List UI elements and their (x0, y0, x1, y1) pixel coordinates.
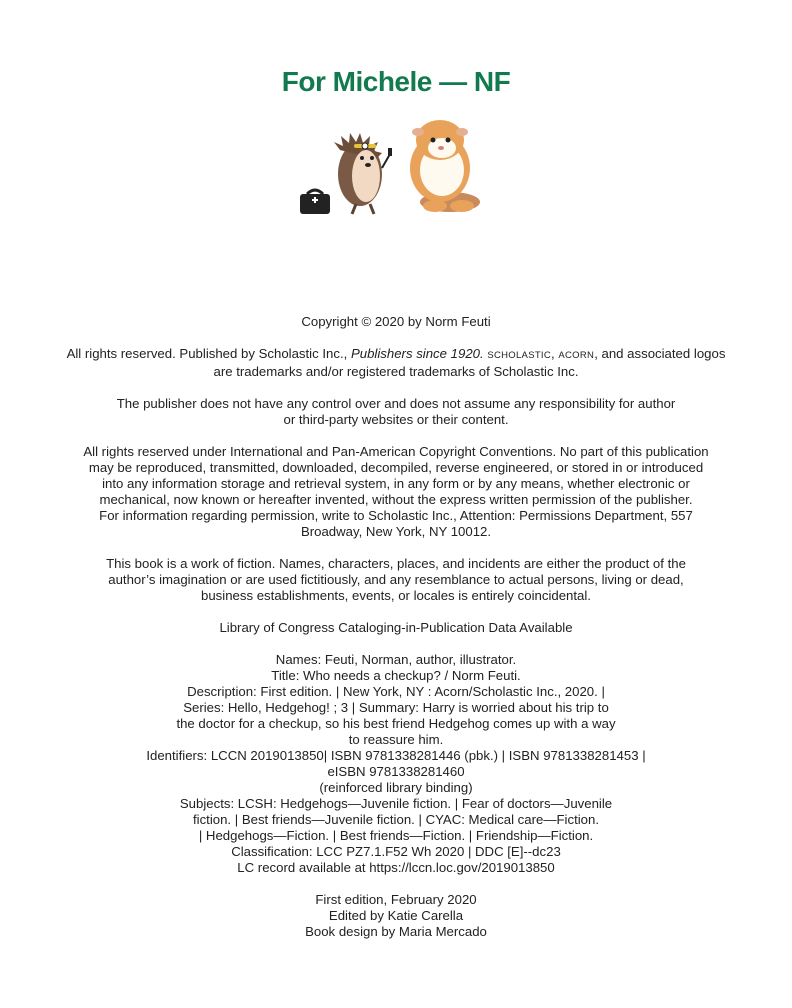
rights-statement: All rights reserved. Published by Scholastic Inc., Publishers since 1920. SCHOLASTIC, ACORN, and associated logos are trademarks and/or registered trademarks of Scholastic Inc. (66, 346, 726, 379)
credits: First edition, February 2020 Edited by Katie Carella Book design by Maria Mercado (305, 892, 487, 939)
hedgehog-character (334, 133, 392, 214)
fiction-notice: This book is a work of fiction. Names, characters, places, and incidents are either the product of the author’s imagination or are used fictitiously, and any resemblance to actual persons, living or dead, business establishments, events, or locales is entirely coincidental. (106, 556, 686, 603)
doctor-bag-icon (300, 190, 330, 214)
conventions-notice: All rights reserved under International and Pan-American Copyright Conventions. No part of this publication may be reproduced, transmitted, downloaded, decompiled, reverse engineered, or stored in or introduced into any information storage and retrieval system, in any form or by any means, whether electronic or mechanical, now known or hereafter invented, without the express written permission of the publisher. For information regarding permission, write to Scholastic Inc., Attention: Permissions Department, 557 Broadway, New York, NY 10012. (83, 444, 709, 539)
scholastic-brand: SCHOLASTIC (487, 350, 552, 361)
guinea-pig-character (410, 120, 480, 212)
cip-data: Names: Feuti, Norman, author, illustrator. Title: Who needs a checkup? / Norm Feuti. Description: First edition. | New York, NY : Acorn/Scholastic Inc., 2020. | Series: Hello, Hedgehog! ; 3 | Summary: Harry is worried about his trip to the doctor for a checkup, so his best friend Hedgehog comes up with a way to reassure him. Identifiers: LCCN 2019013850| ISBN 9781338281446 (pbk.) | ISBN 9781338281453 | eISBN 9781338281460 (reinforced library binding) Subjects: LCSH: Hedgehogs—Juvenile fiction. | Fear of doctors—Juvenile fiction. | Best friends—Juvenile fiction. | CYAC: Medical care—Fiction. | Hedgehogs—Fiction. | Best friends—Fiction. | Friendship—Fiction. Classification: LCC PZ7.1.F52 Wh 2020 | DDC [E]--dc23 LC record available at https://lccn.loc.gov/2019013850 (146, 652, 646, 875)
loc-heading: Library of Congress Cataloging-in-Publication Data Available (219, 620, 573, 635)
publisher-notice: The publisher does not have any control over and does not assume any responsibility for author or third-party websites or their content. (116, 396, 676, 427)
copyright-page-text (60, 314, 732, 940)
dedication: For Michele — NF (281, 66, 511, 97)
hedgehog-and-guinea-pig-illustration (290, 110, 505, 225)
acorn-brand: ACORN (558, 350, 595, 361)
copyright-line: Copyright © 2020 by Norm Feuti (301, 314, 491, 329)
